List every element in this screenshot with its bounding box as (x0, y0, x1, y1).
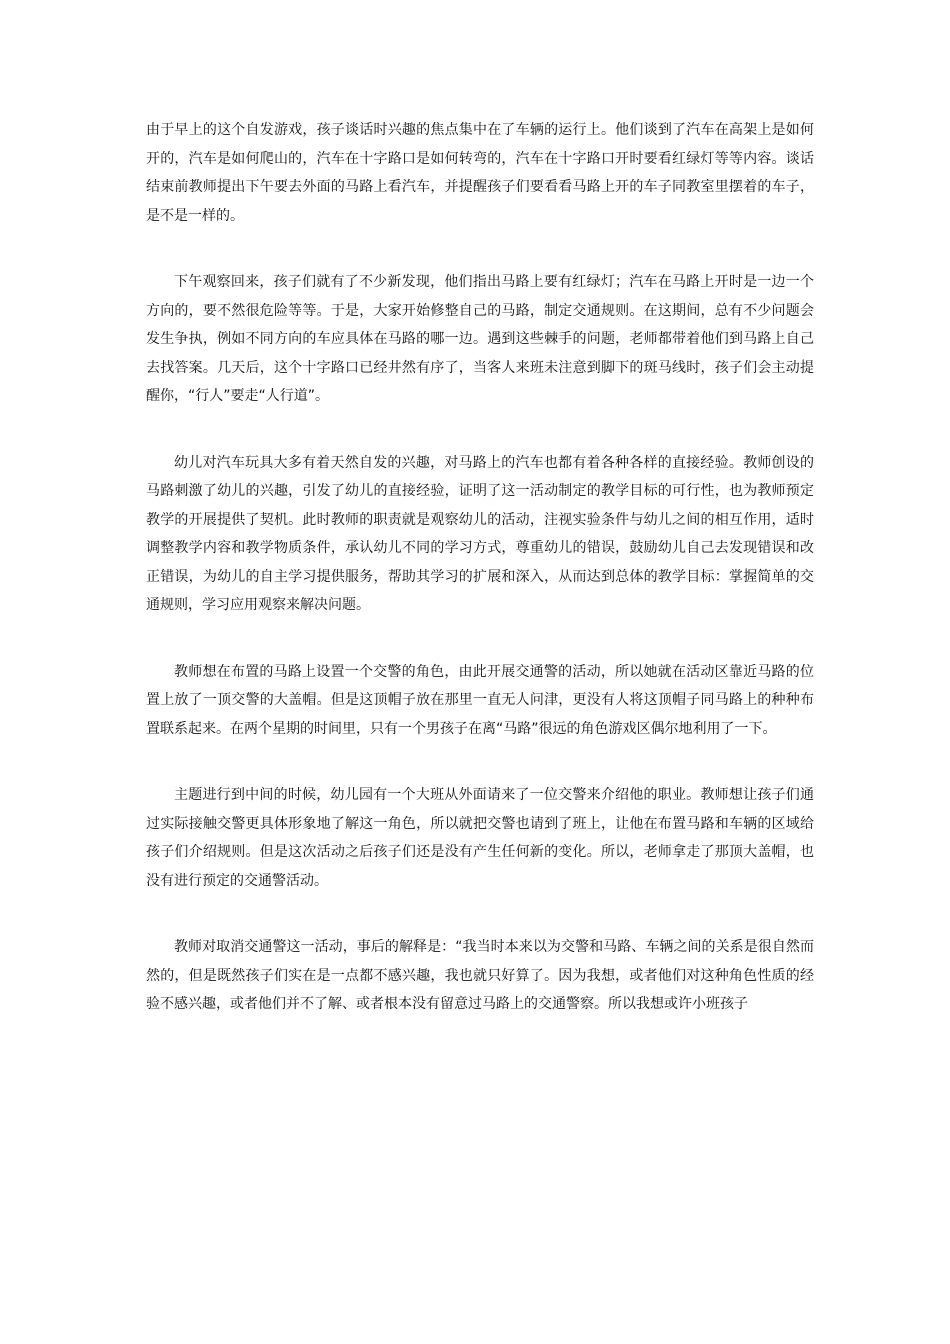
paragraph-1: 由于早上的这个自发游戏，孩子谈话时兴趣的焦点集中在了车辆的运行上。他们谈到了汽车在高架上是如何开的，汽车是如何爬山的，汽车在十字路口是如何转弯的，汽车在十字路口开时要看红绿灯等等内容。谈话结束前教师提出下午要去外面的马路上看汽车，并提醒孩子们要看看马路上开的车子同教室里摆着的车子，是不是一样的。 (146, 122, 814, 224)
paragraph-6: 教师对取消交通警这一活动，事后的解释是：“我当时本来以为交警和马路、车辆之间的关系是很自然而然的，但是既然孩子们实在是一点都不感兴趣，我也就只好算了。因为我想，或者他们对这种角色性质的经验不感兴趣，或者他们并不了解、或者根本没有留意过马路上的交通警察。所以我想或许小班孩子 (146, 939, 814, 1012)
paragraph-3: 幼儿对汽车玩具大多有着天然自发的兴趣，对马路上的汽车也都有着各种各样的直接经验。教师创设的马路刺激了幼儿的兴趣，引发了幼儿的直接经验，证明了这一活动制定的教学目标的可行性，也为教师预定教学的开展提供了契机。此时教师的职责就是观察幼儿的活动，注视实验条件与幼儿之间的相互作用，适时调整教学内容和教学物质条件，承认幼儿不同的学习方式，尊重幼儿的错误，鼓励幼儿自己去发现错误和改正错误，为幼儿的自主学习提供服务，帮助其学习的扩展和深入，从而达到总体的教学目标：掌握简单的交通规则，学习应用观察来解决问题。 (146, 454, 814, 613)
paragraph-5: 主题进行到中间的时候，幼儿园有一个大班从外面请来了一位交警来介绍他的职业。教师想让孩子们通过实际接触交警更具体形象地了解这一角色，所以就把交警也请到了班上，让他在布置马路和车辆的区域给孩子们介绍规则。但是这次活动之后孩子们还是没有产生任何新的变化。所以，老师拿走了那顶大盖帽，也没有进行预定的交通警活动。 (146, 787, 814, 889)
paragraph-4: 教师想在布置的马路上设置一个交警的角色，由此开展交通警的活动，所以她就在活动区靠近马路的位置上放了一顶交警的大盖帽。但是这顶帽子放在那里一直无人问津，更没有人将这顶帽子同马路上的种种布置联系起来。在两个星期的时间里，只有一个男孩子在离“马路”很远的角色游戏区偶尔地利用了一下。 (146, 663, 814, 737)
paragraph-2: 下午观察回来，孩子们就有了不少新发现，他们指出马路上要有红绿灯；汽车在马路上开时是一边一个方向的，要不然很危险等等。于是，大家开始修整自己的马路，制定交通规则。在这期间，总有不少问题会发生争执，例如不同方向的车应具体在马路的哪一边。遇到这些棘手的问题，老师都带着他们到马路上自己去找答案。几天后，这个十字路口已经井然有序了，当客人来班未注意到脚下的斑马线时，孩子们会主动提醒你，“行人”要走“人行道”。 (146, 274, 814, 404)
document-body (146, 116, 814, 1019)
